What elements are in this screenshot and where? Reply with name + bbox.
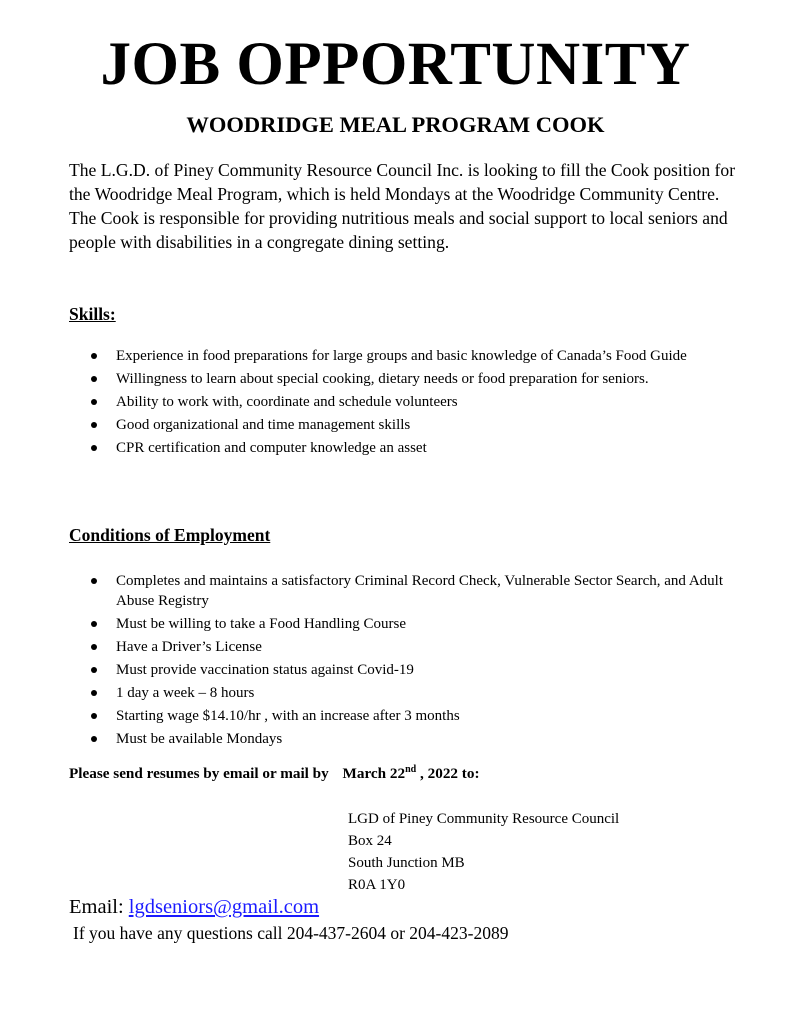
bullet-icon <box>91 399 97 405</box>
bullet-icon <box>91 667 97 673</box>
condition-text: Must be available Mondays <box>116 731 283 747</box>
list-item <box>91 346 731 366</box>
mailing-address <box>348 808 619 896</box>
email-link[interactable]: lgdseniors@gmail.com <box>128 896 320 918</box>
email-line <box>69 894 319 920</box>
address-line: R0A 1Y0 <box>348 877 406 893</box>
bullet-icon <box>91 736 97 742</box>
bullet-icon <box>91 353 97 359</box>
address-line: South Junction MB <box>348 855 465 871</box>
page-title: JOB OPPORTUNITY <box>100 31 691 98</box>
skill-text: Good organizational and time management skills <box>116 417 411 433</box>
address-line: LGD of Piney Community Resource Council <box>348 811 620 827</box>
condition-text: Must be willing to take a Food Handling Course <box>116 616 406 632</box>
bullet-icon <box>91 621 97 627</box>
skill-text: CPR certification and computer knowledge an asset <box>116 440 427 456</box>
deadline-suffix: nd <box>405 764 417 775</box>
deadline-rest: , 2022 to: <box>416 765 480 782</box>
list-item <box>91 392 731 412</box>
conditions-heading: Conditions of Employment <box>69 525 271 545</box>
skills-heading: Skills: <box>69 304 116 324</box>
list-item <box>91 683 731 703</box>
list-item <box>91 637 731 657</box>
conditions-list <box>91 571 731 752</box>
bullet-icon <box>91 376 97 382</box>
list-item <box>91 660 731 680</box>
condition-text: Must provide vaccination status against Covid-19 <box>116 662 414 678</box>
list-item <box>91 369 731 389</box>
page-subtitle: WOODRIDGE MEAL PROGRAM COOK <box>186 112 605 137</box>
send-resumes-line <box>69 763 480 785</box>
list-item <box>91 614 731 634</box>
condition-text: 1 day a week – 8 hours <box>116 685 255 701</box>
address-line: Box 24 <box>348 833 392 849</box>
skill-text: Willingness to learn about special cooking, dietary needs or food preparation for seniors. <box>116 371 649 387</box>
bullet-icon <box>91 690 97 696</box>
bullet-icon <box>91 713 97 719</box>
list-item <box>91 438 731 458</box>
deadline-day: March 22 <box>342 765 406 782</box>
email-label: Email: <box>69 896 129 918</box>
send-prefix: Please send resumes by email or mail by <box>69 765 329 782</box>
skills-list <box>91 346 731 461</box>
condition-text: Have a Driver’s License <box>116 639 262 655</box>
intro-paragraph: The L.G.D. of Piney Community Resource Council Inc. is looking to fill the Cook position for the Woodridge Meal Program, which is held Mondays at the Woodridge Community Centre. The Cook is responsible for providing nutritious meals and social support to local seniors and people with disabilities in a congregate dining setting. <box>69 160 736 252</box>
bullet-icon <box>91 578 97 584</box>
condition-text: Starting wage $14.10/hr , with an increase after 3 months <box>116 708 460 724</box>
skill-text: Experience in food preparations for large groups and basic knowledge of Canada’s Food Guide <box>116 348 687 364</box>
list-item <box>91 571 731 611</box>
bullet-icon <box>91 445 97 451</box>
list-item <box>91 706 731 726</box>
list-item <box>91 415 731 435</box>
condition-text: Completes and maintains a satisfactory Criminal Record Check, Vulnerable Sector Search, and Adult Abuse Registry <box>116 573 723 609</box>
list-item <box>91 729 731 749</box>
deadline-date <box>343 765 480 782</box>
questions-line: If you have any questions call 204-437-2604 or 204-423-2089 <box>73 923 509 943</box>
bullet-icon <box>91 644 97 650</box>
skill-text: Ability to work with, coordinate and schedule volunteers <box>116 394 458 410</box>
bullet-icon <box>91 422 97 428</box>
